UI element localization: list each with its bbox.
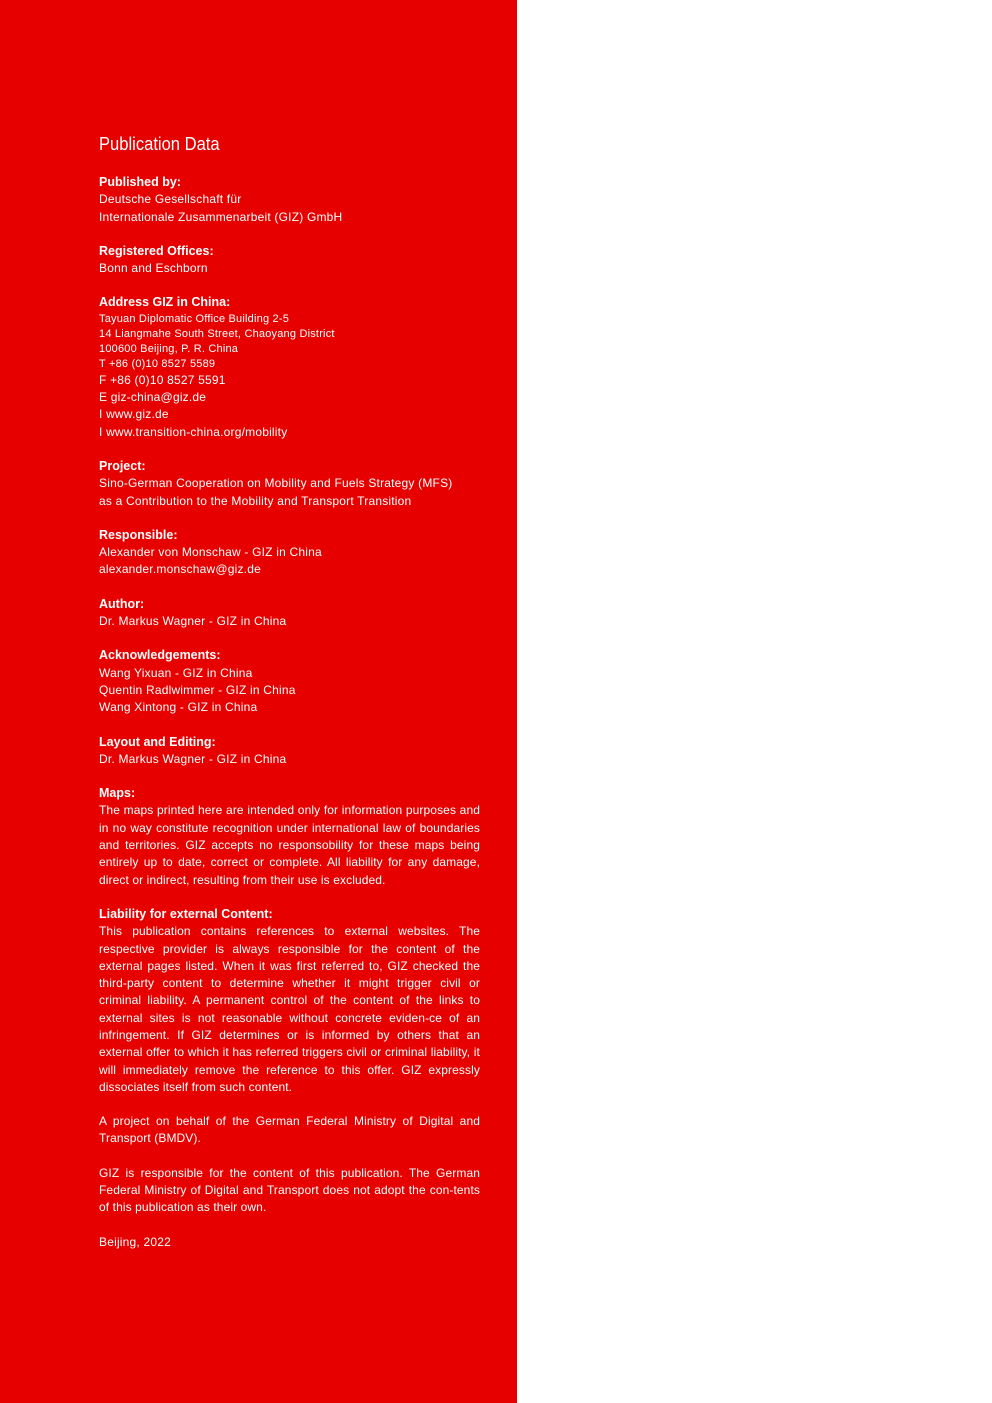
author-section: [99, 596, 480, 631]
responsible-email[interactable]: alexander.monschaw@giz.de: [99, 562, 261, 577]
published-by-line: Deutsche Gesellschaft für: [99, 192, 242, 207]
author-line: Dr. Markus Wagner - GIZ in China: [99, 614, 287, 629]
project-section: [99, 458, 480, 510]
acknowledgements-heading: Acknowledgements:: [99, 648, 221, 663]
publication-data-content: [99, 132, 480, 1251]
liability-heading: Liability for external Content:: [99, 906, 273, 921]
project-line: as a Contribution to the Mobility and Transport Transition: [99, 493, 412, 508]
address-line: 14 Liangmahe South Street, Chaoyang District: [99, 327, 335, 340]
published-by-section: [99, 174, 480, 226]
behalf-text: A project on behalf of the German Federal Ministry of Digital and Transport (BMDV).: [99, 1114, 480, 1146]
project-heading: Project:: [99, 458, 146, 473]
email-line[interactable]: E giz-china@giz.de: [99, 390, 207, 405]
layout-editing-section: [99, 734, 480, 769]
responsible-line: Alexander von Monschaw - GIZ in China: [99, 545, 322, 560]
place-date: Beijing, 2022: [99, 1234, 171, 1249]
maps-text: The maps printed here are intended only for information purposes and in no way constitute recognition under international law of boundaries and territories. GIZ accepts no responsobility for these maps being entirely up to date, correct or complete. All liability for any damage, direct or indirect, resulting from their use is excluded.: [99, 803, 480, 887]
acknowledgement-line: Wang Yixuan - GIZ in China: [99, 665, 253, 680]
acknowledgement-line: Wang Xintong - GIZ in China: [99, 700, 258, 715]
responsible-heading: Responsible:: [99, 527, 178, 542]
address-section: [99, 294, 480, 440]
website-line[interactable]: I www.transition-china.org/mobility: [99, 424, 288, 439]
address-heading: Address GIZ in China:: [99, 295, 231, 310]
layout-editing-line: Dr. Markus Wagner - GIZ in China: [99, 751, 287, 766]
fax-line: F +86 (0)10 8527 5591: [99, 372, 226, 387]
registered-offices-heading: Registered Offices:: [99, 243, 214, 258]
address-line: 100600 Beijing, P. R. China: [99, 342, 239, 355]
maps-heading: Maps:: [99, 786, 136, 801]
liability-text: This publication contains references to external websites. The respective provider is always responsible for the content of the external pages listed. When it was first referred to, GIZ checked the third-party content to determine whether it might trigger civil or criminal liability. A permanent control of the content of the links to external sites is not reasonable without concrete eviden-ce of an infringement. If GIZ determines or is informed by others that an external offer to which it has referred triggers civil or criminal liability, it will immediately remove the reference to this offer. GIZ expressly dissociates itself from such content.: [99, 924, 480, 1094]
acknowledgements-section: [99, 647, 480, 716]
acknowledgement-line: Quentin Radlwimmer - GIZ in China: [99, 682, 296, 697]
website-line[interactable]: I www.giz.de: [99, 407, 169, 422]
registered-offices-section: [99, 243, 480, 278]
project-line: Sino-German Cooperation on Mobility and Fuels Strategy (MFS): [99, 476, 453, 491]
phone-line: T +86 (0)10 8527 5589: [99, 357, 216, 370]
responsibility-text: GIZ is responsible for the content of this publication. The German Federal Ministry of Digital and Transport does not adopt the con-tents of this publication as their own.: [99, 1165, 480, 1215]
layout-editing-heading: Layout and Editing:: [99, 734, 216, 749]
published-by-line: Internationale Zusammenarbeit (GIZ) GmbH: [99, 209, 343, 224]
page-title: Publication Data: [99, 134, 220, 154]
author-heading: Author:: [99, 596, 145, 611]
registered-offices-line: Bonn and Eschborn: [99, 261, 208, 276]
published-by-heading: Published by:: [99, 175, 181, 189]
maps-section: [99, 785, 480, 889]
responsible-section: [99, 527, 480, 579]
address-line: Tayuan Diplomatic Office Building 2-5: [99, 312, 290, 325]
liability-section: [99, 906, 480, 1096]
